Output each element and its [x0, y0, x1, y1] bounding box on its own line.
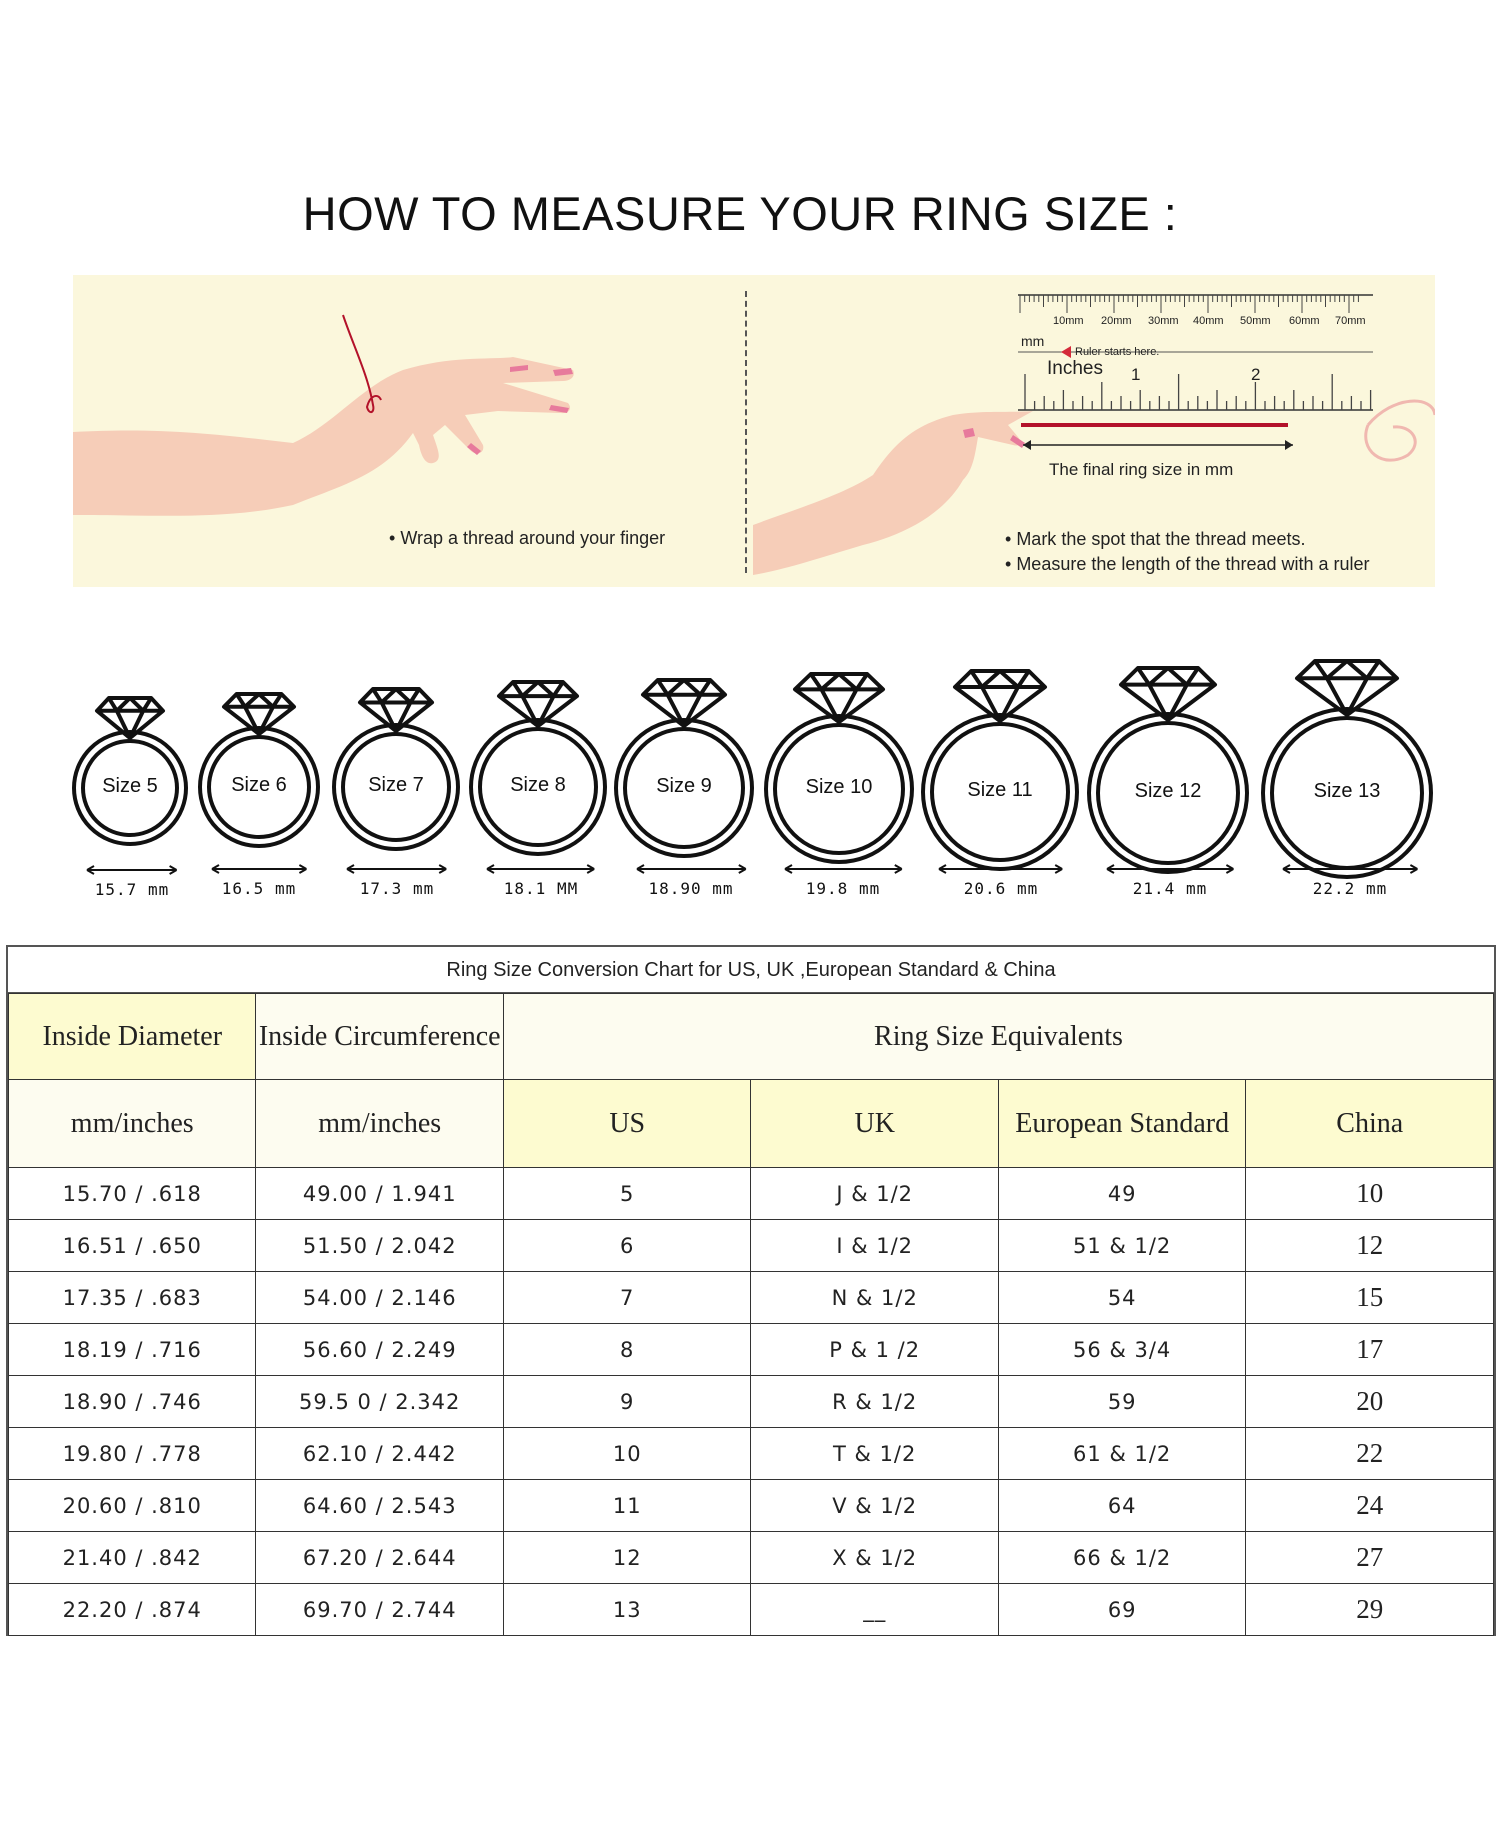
cell-china: 15: [1246, 1272, 1494, 1324]
ring-size-row: [0, 630, 1500, 910]
cell-china: 17: [1246, 1324, 1494, 1376]
cell-european: 49: [998, 1168, 1245, 1220]
header-inside-circumference: Inside Circumference: [256, 994, 503, 1080]
cell-us: 5: [503, 1168, 750, 1220]
right-instruction-1: • Mark the spot that the thread meets.: [1005, 529, 1305, 550]
cell-china: 27: [1246, 1532, 1494, 1584]
cell-circumference: 59.5 0 / 2.342: [256, 1376, 503, 1428]
cell-china: 22: [1246, 1428, 1494, 1480]
cell-us: 9: [503, 1376, 750, 1428]
ring-icon: [913, 645, 1087, 889]
cell-european: 69: [998, 1584, 1245, 1636]
ring-size-item: [461, 656, 615, 874]
cell-china: 24: [1246, 1480, 1494, 1532]
panel-divider: [745, 291, 747, 573]
ring-icon: [190, 668, 328, 866]
cell-china: 10: [1246, 1168, 1494, 1220]
header-european-standard: European Standard: [998, 1080, 1245, 1168]
ring-diameter-label: 20.6 mm: [963, 879, 1039, 898]
cell-circumference: 49.00 / 1.941: [256, 1168, 503, 1220]
cell-uk: V & 1/2: [751, 1480, 998, 1532]
right-hand-illustration: [753, 411, 1033, 575]
ring-diameter-label: 22.2 mm: [1312, 879, 1388, 898]
cell-us: 12: [503, 1532, 750, 1584]
ring-icon: [606, 654, 762, 876]
ring-size-label: Size 5: [102, 775, 158, 797]
cell-uk: T & 1/2: [751, 1428, 998, 1480]
dimension-arrow: [210, 863, 308, 875]
cell-european: 51 & 1/2: [998, 1220, 1245, 1272]
ruler-mm-label: mm: [1021, 333, 1045, 349]
final-size-label: The final ring size in mm: [1049, 460, 1234, 479]
ring-size-item: [64, 672, 196, 864]
cell-us: 10: [503, 1428, 750, 1480]
ring-size-item: [606, 654, 762, 876]
ruler-mm-mark: 20mm: [1101, 315, 1132, 327]
cell-diameter: 16.51 / .650: [9, 1220, 256, 1272]
thread-curl: [1366, 401, 1435, 460]
header-uk: UK: [751, 1080, 998, 1168]
header-diameter-unit: mm/inches: [9, 1080, 256, 1168]
table-row: [9, 1220, 1494, 1272]
header-china: China: [1246, 1080, 1494, 1168]
dimension-arrow: [345, 863, 448, 875]
ring-icon: [1079, 642, 1257, 892]
ring-size-label: Size 6: [231, 774, 287, 796]
right-instruction-2: • Measure the length of the thread with a ruler: [1005, 554, 1370, 575]
cell-circumference: 56.60 / 2.249: [256, 1324, 503, 1376]
ring-diameter-label: 21.4 mm: [1132, 879, 1208, 898]
ring-size-label: Size 12: [1134, 780, 1202, 802]
dimension-arrow: [937, 863, 1064, 875]
cell-european: 59: [998, 1376, 1245, 1428]
left-instruction: • Wrap a thread around your finger: [389, 528, 665, 549]
cell-china: 12: [1246, 1220, 1494, 1272]
table-row: [9, 1584, 1494, 1636]
header-inside-diameter: Inside Diameter: [9, 994, 256, 1080]
table-row: [9, 1324, 1494, 1376]
dimension-arrow: [1105, 863, 1235, 875]
cell-diameter: 15.70 / .618: [9, 1168, 256, 1220]
header-circumference-unit: mm/inches: [256, 1080, 503, 1168]
dimension-arrow: [1281, 863, 1419, 875]
cell-diameter: 17.35 / .683: [9, 1272, 256, 1324]
ring-size-item: [1253, 635, 1441, 897]
cell-european: 64: [998, 1480, 1245, 1532]
ring-size-item: [324, 663, 468, 869]
cell-circumference: 64.60 / 2.543: [256, 1480, 503, 1532]
cell-uk: P & 1 /2: [751, 1324, 998, 1376]
cell-uk: __: [751, 1584, 998, 1636]
dimension-arrow: [635, 863, 748, 875]
cell-european: 56 & 3/4: [998, 1324, 1245, 1376]
instruction-panel: [73, 275, 1435, 587]
ring-size-label: Size 11: [967, 779, 1033, 801]
table-row: [9, 1532, 1494, 1584]
cell-diameter: 18.19 / .716: [9, 1324, 256, 1376]
left-hand-illustration: [73, 357, 574, 516]
ring-diameter-label: 18.90 mm: [648, 879, 734, 898]
cell-european: 66 & 1/2: [998, 1532, 1245, 1584]
diamond-icon: [1297, 661, 1397, 715]
cell-diameter: 19.80 / .778: [9, 1428, 256, 1480]
ring-size-label: Size 7: [368, 774, 424, 796]
table-row: [9, 1428, 1494, 1480]
header-ring-size-equivalents: Ring Size Equivalents: [503, 994, 1493, 1080]
cell-uk: J & 1/2: [751, 1168, 998, 1220]
cell-us: 13: [503, 1584, 750, 1636]
cell-uk: X & 1/2: [751, 1532, 998, 1584]
cell-diameter: 21.40 / .842: [9, 1532, 256, 1584]
cell-european: 54: [998, 1272, 1245, 1324]
ring-size-label: Size 10: [805, 776, 873, 798]
chart-caption: Ring Size Conversion Chart for US, UK ,European Standard & China: [8, 947, 1494, 993]
ring-icon: [324, 663, 468, 869]
cell-diameter: 20.60 / .810: [9, 1480, 256, 1532]
cell-circumference: 69.70 / 2.744: [256, 1584, 503, 1636]
cell-us: 8: [503, 1324, 750, 1376]
table-row: [9, 1168, 1494, 1220]
ruler-mm-mark: 30mm: [1148, 315, 1179, 327]
ruler: [1018, 295, 1373, 410]
ring-diameter-label: 19.8 mm: [805, 879, 881, 898]
cell-circumference: 54.00 / 2.146: [256, 1272, 503, 1324]
cell-us: 11: [503, 1480, 750, 1532]
cell-european: 61 & 1/2: [998, 1428, 1245, 1480]
cell-uk: I & 1/2: [751, 1220, 998, 1272]
ruler-start-label: Ruler starts here.: [1075, 346, 1160, 358]
ring-diameter-label: 15.7 mm: [94, 880, 170, 899]
ring-icon: [756, 648, 922, 882]
cell-circumference: 67.20 / 2.644: [256, 1532, 503, 1584]
cell-us: 7: [503, 1272, 750, 1324]
ring-size-item: [1079, 642, 1257, 892]
header-us: US: [503, 1080, 750, 1168]
dimension-arrow: [485, 863, 596, 875]
ruler-mm-mark: 10mm: [1053, 315, 1084, 327]
table-row: [9, 1376, 1494, 1428]
page-title: HOW TO MEASURE YOUR RING SIZE :: [302, 187, 1178, 240]
ruler-inches-label: Inches: [1047, 358, 1103, 379]
ring-icon: [461, 656, 615, 874]
ring-size-label: Size 9: [656, 775, 712, 797]
ruler-mm-mark: 50mm: [1240, 315, 1271, 327]
ring-size-item: [756, 648, 922, 882]
cell-circumference: 62.10 / 2.442: [256, 1428, 503, 1480]
cell-circumference: 51.50 / 2.042: [256, 1220, 503, 1272]
cell-china: 20: [1246, 1376, 1494, 1428]
conversion-table: [8, 993, 1494, 1636]
ring-icon: [64, 672, 196, 864]
ring-size-item: [190, 668, 328, 866]
cell-china: 29: [1246, 1584, 1494, 1636]
table-row: [9, 1272, 1494, 1324]
ring-size-label: Size 8: [510, 774, 566, 796]
ring-icon: [1253, 635, 1441, 897]
ring-diameter-label: 18.1 MM: [503, 879, 579, 898]
cell-diameter: 18.90 / .746: [9, 1376, 256, 1428]
cell-uk: R & 1/2: [751, 1376, 998, 1428]
cell-diameter: 22.20 / .874: [9, 1584, 256, 1636]
cell-uk: N & 1/2: [751, 1272, 998, 1324]
table-row: [9, 1480, 1494, 1532]
ring-diameter-label: 16.5 mm: [221, 879, 297, 898]
ruler-inch-number: 1: [1131, 365, 1141, 384]
ruler-inch-number: 2: [1251, 365, 1261, 384]
ruler-mm-mark: 40mm: [1193, 315, 1224, 327]
ring-diameter-label: 17.3 mm: [359, 879, 435, 898]
ring-size-label: Size 13: [1313, 780, 1381, 802]
ring-size-item: [913, 645, 1087, 889]
ruler-mm-mark: 70mm: [1335, 315, 1366, 327]
conversion-chart: [6, 945, 1496, 1636]
ruler-mm-mark: 60mm: [1289, 315, 1320, 327]
cell-us: 6: [503, 1220, 750, 1272]
dimension-arrow: [783, 863, 904, 875]
dimension-arrow: [85, 864, 179, 876]
